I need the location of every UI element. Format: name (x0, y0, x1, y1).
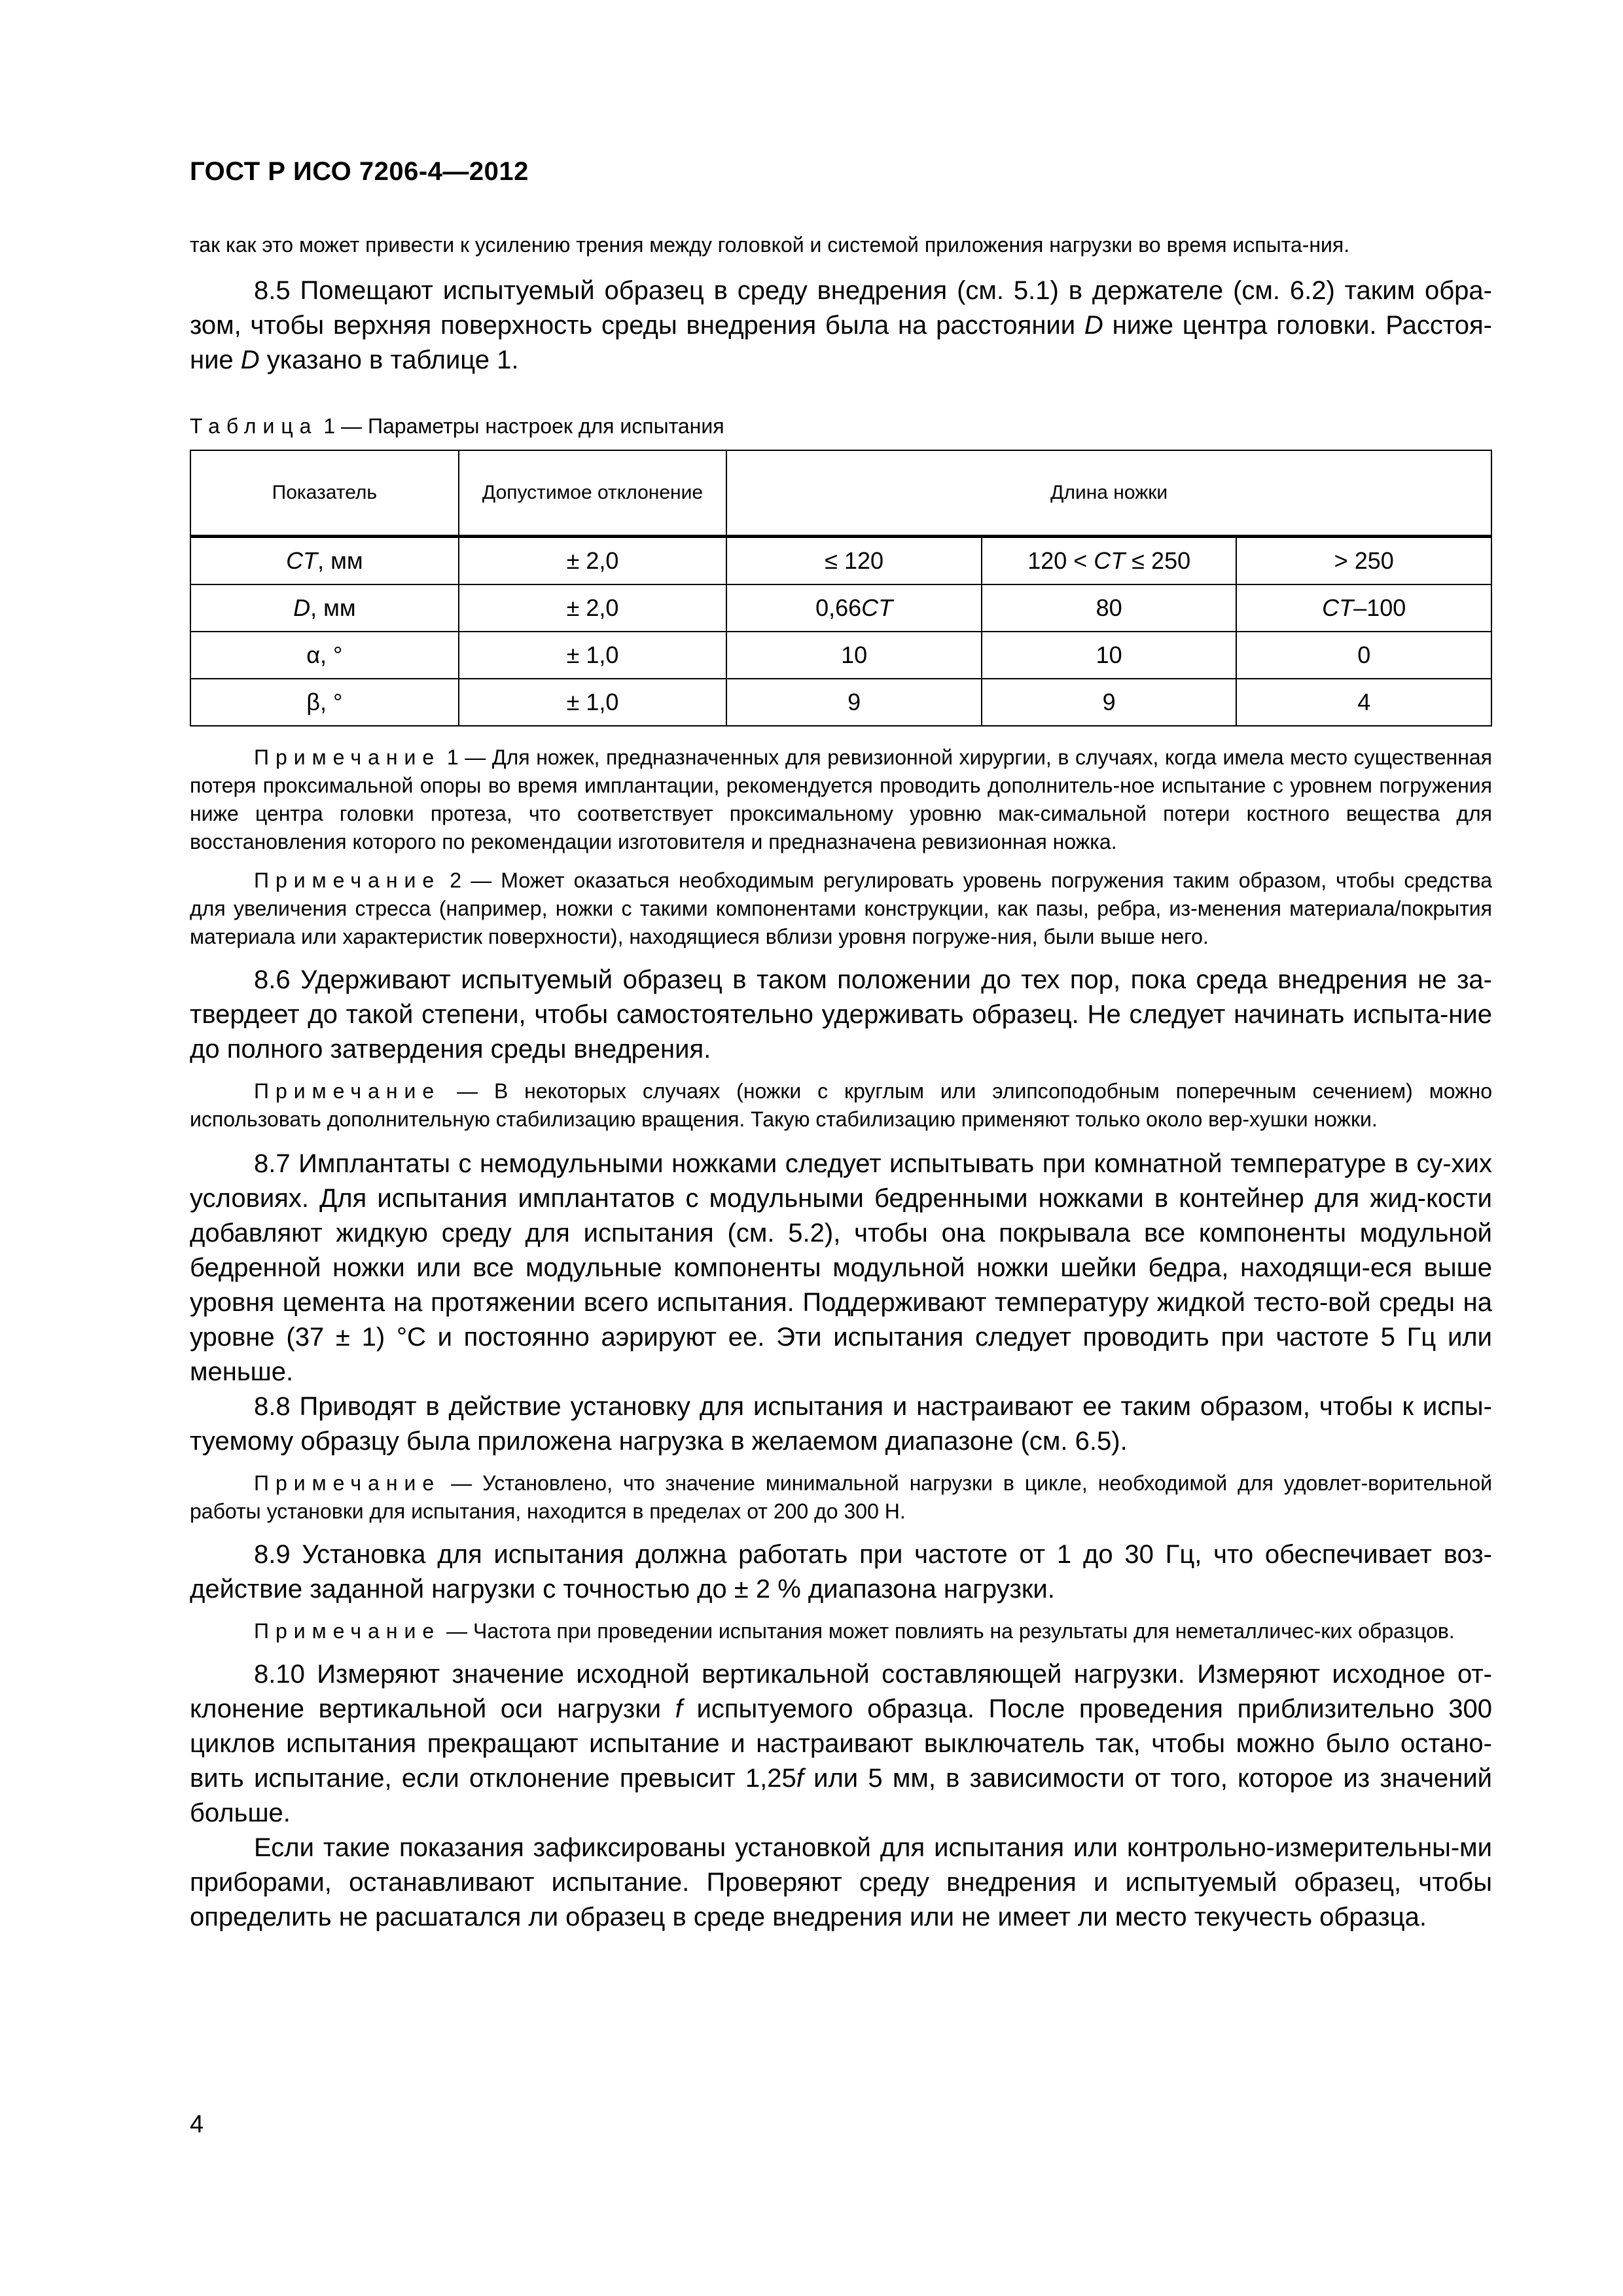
table-caption (190, 412, 1492, 440)
symbol-f: f (675, 1695, 683, 1723)
cell-tolerance: ± 2,0 (459, 537, 727, 585)
note-label: Примечание (254, 745, 441, 769)
doc-title: ГОСТ Р ИСО 7206-4—2012 (190, 157, 529, 186)
cell-value (1236, 584, 1491, 632)
header-stem-length: Длина ножки (726, 450, 1491, 537)
symbol-D: D (1084, 311, 1103, 340)
cell-value: 9 (726, 679, 982, 726)
caption-text: 1 — Параметры настроек для испытания (317, 414, 724, 438)
note-5 (190, 1617, 1492, 1645)
note-text: 2 — Может оказаться необходимым регулировать уровень погружения таким образом, чтобы средства для увеличения стресса (например, ножки с такими компонентами конструкции, как пазы, ребра, из-менения материала/покрытия материала или характеристик поверхности), находящиеся вблизи уровня погруже-ния, были выше него. (190, 869, 1492, 948)
note-label: Примечание (254, 869, 441, 892)
cell-value: > 250 (1236, 537, 1491, 585)
text-run: или 5 мм, в зависимости от того, которое из значений больше. (190, 1764, 1492, 1827)
cell-symbol: CT (1322, 594, 1354, 621)
text-run: 8.10 Измеряют значение исходной вертикальной составляющей нагрузки. Измеряют исходное от-клонение вертикальной оси нагрузки (190, 1660, 1492, 1723)
note-label: Примечание (254, 1471, 441, 1495)
cell-value: 4 (1236, 679, 1491, 726)
header-param: Показатель (190, 450, 459, 537)
paragraph-8-5 (190, 274, 1492, 378)
intro-paragraph: так как это может привести к усилению трения между головкой и системой приложения нагрузки во время испыта-ния. (190, 233, 1350, 257)
note-4 (190, 1469, 1492, 1526)
cell-value: 0 (1236, 632, 1491, 679)
note-text: — В некоторых случаях (ножки с круглым или элипсоподобным поперечным сечением) можно использовать дополнительную стабилизацию вращения. Такую стабилизацию применяют только около вер-хушки ножки. (190, 1079, 1492, 1131)
cell-text: –100 (1353, 594, 1406, 621)
text-run: испытуемого образца. После проведения приблизительно 300 циклов испытания прекращают испытание и настраивают выключатель так, чтобы можно было остано-вить испытание, если отклонение превысит 1,25 (190, 1695, 1493, 1793)
table-header-row (190, 450, 1491, 537)
paragraph-8-9: 8.9 Установка для испытания должна работать при частоте от 1 до 30 Гц, что обеспечивает воз-действие заданной нагрузки с точностью до ± 2 % диапазона нагрузки. (190, 1540, 1492, 1604)
cell-value: 10 (982, 632, 1237, 679)
note-label: Примечание (254, 1079, 441, 1103)
cell-param (190, 537, 459, 585)
cell-unit: , мм (317, 547, 363, 574)
symbol-D: D (240, 346, 260, 374)
note-text: — Частота при проведении испытания может повлиять на результаты для неметалличес-ких образцов. (440, 1619, 1455, 1643)
table-row (190, 584, 1491, 632)
paragraph-8-6: 8.6 Удерживают испытуемый образец в таком положении до тех пор, пока среда внедрения не за-твердеет до такой степени, чтобы самостоятельно удерживать образец. Не следует начинать испыта-ние до полного затвердения среды внедрения. (190, 965, 1492, 1064)
cell-value: ≤ 120 (726, 537, 982, 585)
cell-param (190, 584, 459, 632)
cell-value (982, 537, 1237, 585)
note-2 (190, 867, 1492, 951)
cell-unit: , мм (310, 594, 356, 621)
cell-value: 80 (982, 584, 1237, 632)
cell-tolerance: ± 1,0 (459, 632, 727, 679)
page-content (190, 230, 1492, 1935)
cell-symbol: CT (286, 547, 318, 574)
text-run: ниже центра головки. Расстоя-ние (190, 311, 1492, 374)
cell-tolerance: ± 2,0 (459, 584, 727, 632)
cell-text: 0,66 (815, 594, 862, 621)
note-3 (190, 1077, 1492, 1134)
text-run: 8.5 Помещают испытуемый образец в среду внедрения (см. 5.1) в держателе (см. 6.2) таким обра-зом, чтобы верхняя поверхность среды внедрения была на расстоянии (190, 276, 1492, 340)
cell-value (726, 584, 982, 632)
paragraph-8-8: 8.8 Приводят в действие установку для испытания и настраивают ее таким образом, чтобы к испы-туемому образцу была приложена нагрузка в желаемом диапазоне (см. 6.5). (190, 1392, 1492, 1456)
parameters-table (190, 450, 1492, 726)
note-text: 1 — Для ножек, предназначенных для ревизионной хирургии, в случаях, когда имела место существенная потеря проксимальной опоры во время имплантации, рекомендуется проводить дополнитель-ное испытание с уровнем погружения ниже центра головки протеза, что соответствует проксимальному уровню мак-симальной потери костного вещества для восстановления которого по рекомендации изготовителя и предназначена ревизионная ножка. (190, 745, 1492, 853)
cell-value: 10 (726, 632, 982, 679)
cell-symbol: D (293, 594, 311, 621)
cell-param: β, ° (190, 679, 459, 726)
cell-value: 9 (982, 679, 1237, 726)
table-row (190, 632, 1491, 679)
caption-label: Таблица (190, 414, 318, 438)
symbol-f: f (796, 1764, 804, 1793)
note-text: — Установлено, что значение минимальной нагрузки в цикле, необходимой для удовлет-ворительной работы установки для испытания, находится в пределах от 200 до 300 Н. (190, 1471, 1492, 1523)
paragraph-final: Если такие показания зафиксированы установкой для испытания или контрольно-измерительны-ми приборами, останавливают испытание. Проверяют среду внедрения и испытуемый образец, чтобы определить не расшатался ли образец в среде внедрения или не имеет ли место текучесть образца. (190, 1833, 1492, 1931)
cell-text: ≤ 250 (1125, 547, 1191, 574)
paragraph-8-7: 8.7 Имплантаты с немодульными ножками следует испытывать при комнатной температуре в су-хих условиях. Для испытания имплантатов с модульными бедренными ножками в контейнер для жид-кости добавляют жидкую среду для испытания (см. 5.2), чтобы она покрывала все компоненты модульной бедренной ножки или все модульные компоненты модульной ножки шейки бедра, находящи-еся выше уровня цемента на протяжении всего испытания. Поддерживают температуру жидкой тесто-вой среды на уровне (37 ± 1) °С и постоянно аэрируют ее. Эти испытания следует проводить при частоте 5 Гц или меньше. (190, 1149, 1492, 1386)
cell-symbol: CT (1094, 547, 1126, 574)
text-run: указано в таблице 1. (259, 346, 519, 374)
header-tolerance: Допустимое отклонение (459, 450, 727, 537)
table-row (190, 679, 1491, 726)
cell-text: 120 < (1027, 547, 1094, 574)
note-1 (190, 744, 1492, 856)
table-row (190, 537, 1491, 585)
cell-param: α, ° (190, 632, 459, 679)
cell-symbol: CT (861, 594, 893, 621)
paragraph-8-10 (190, 1657, 1492, 1831)
page-number: 4 (190, 2111, 204, 2138)
cell-tolerance: ± 1,0 (459, 679, 727, 726)
note-label: Примечание (254, 1619, 441, 1643)
